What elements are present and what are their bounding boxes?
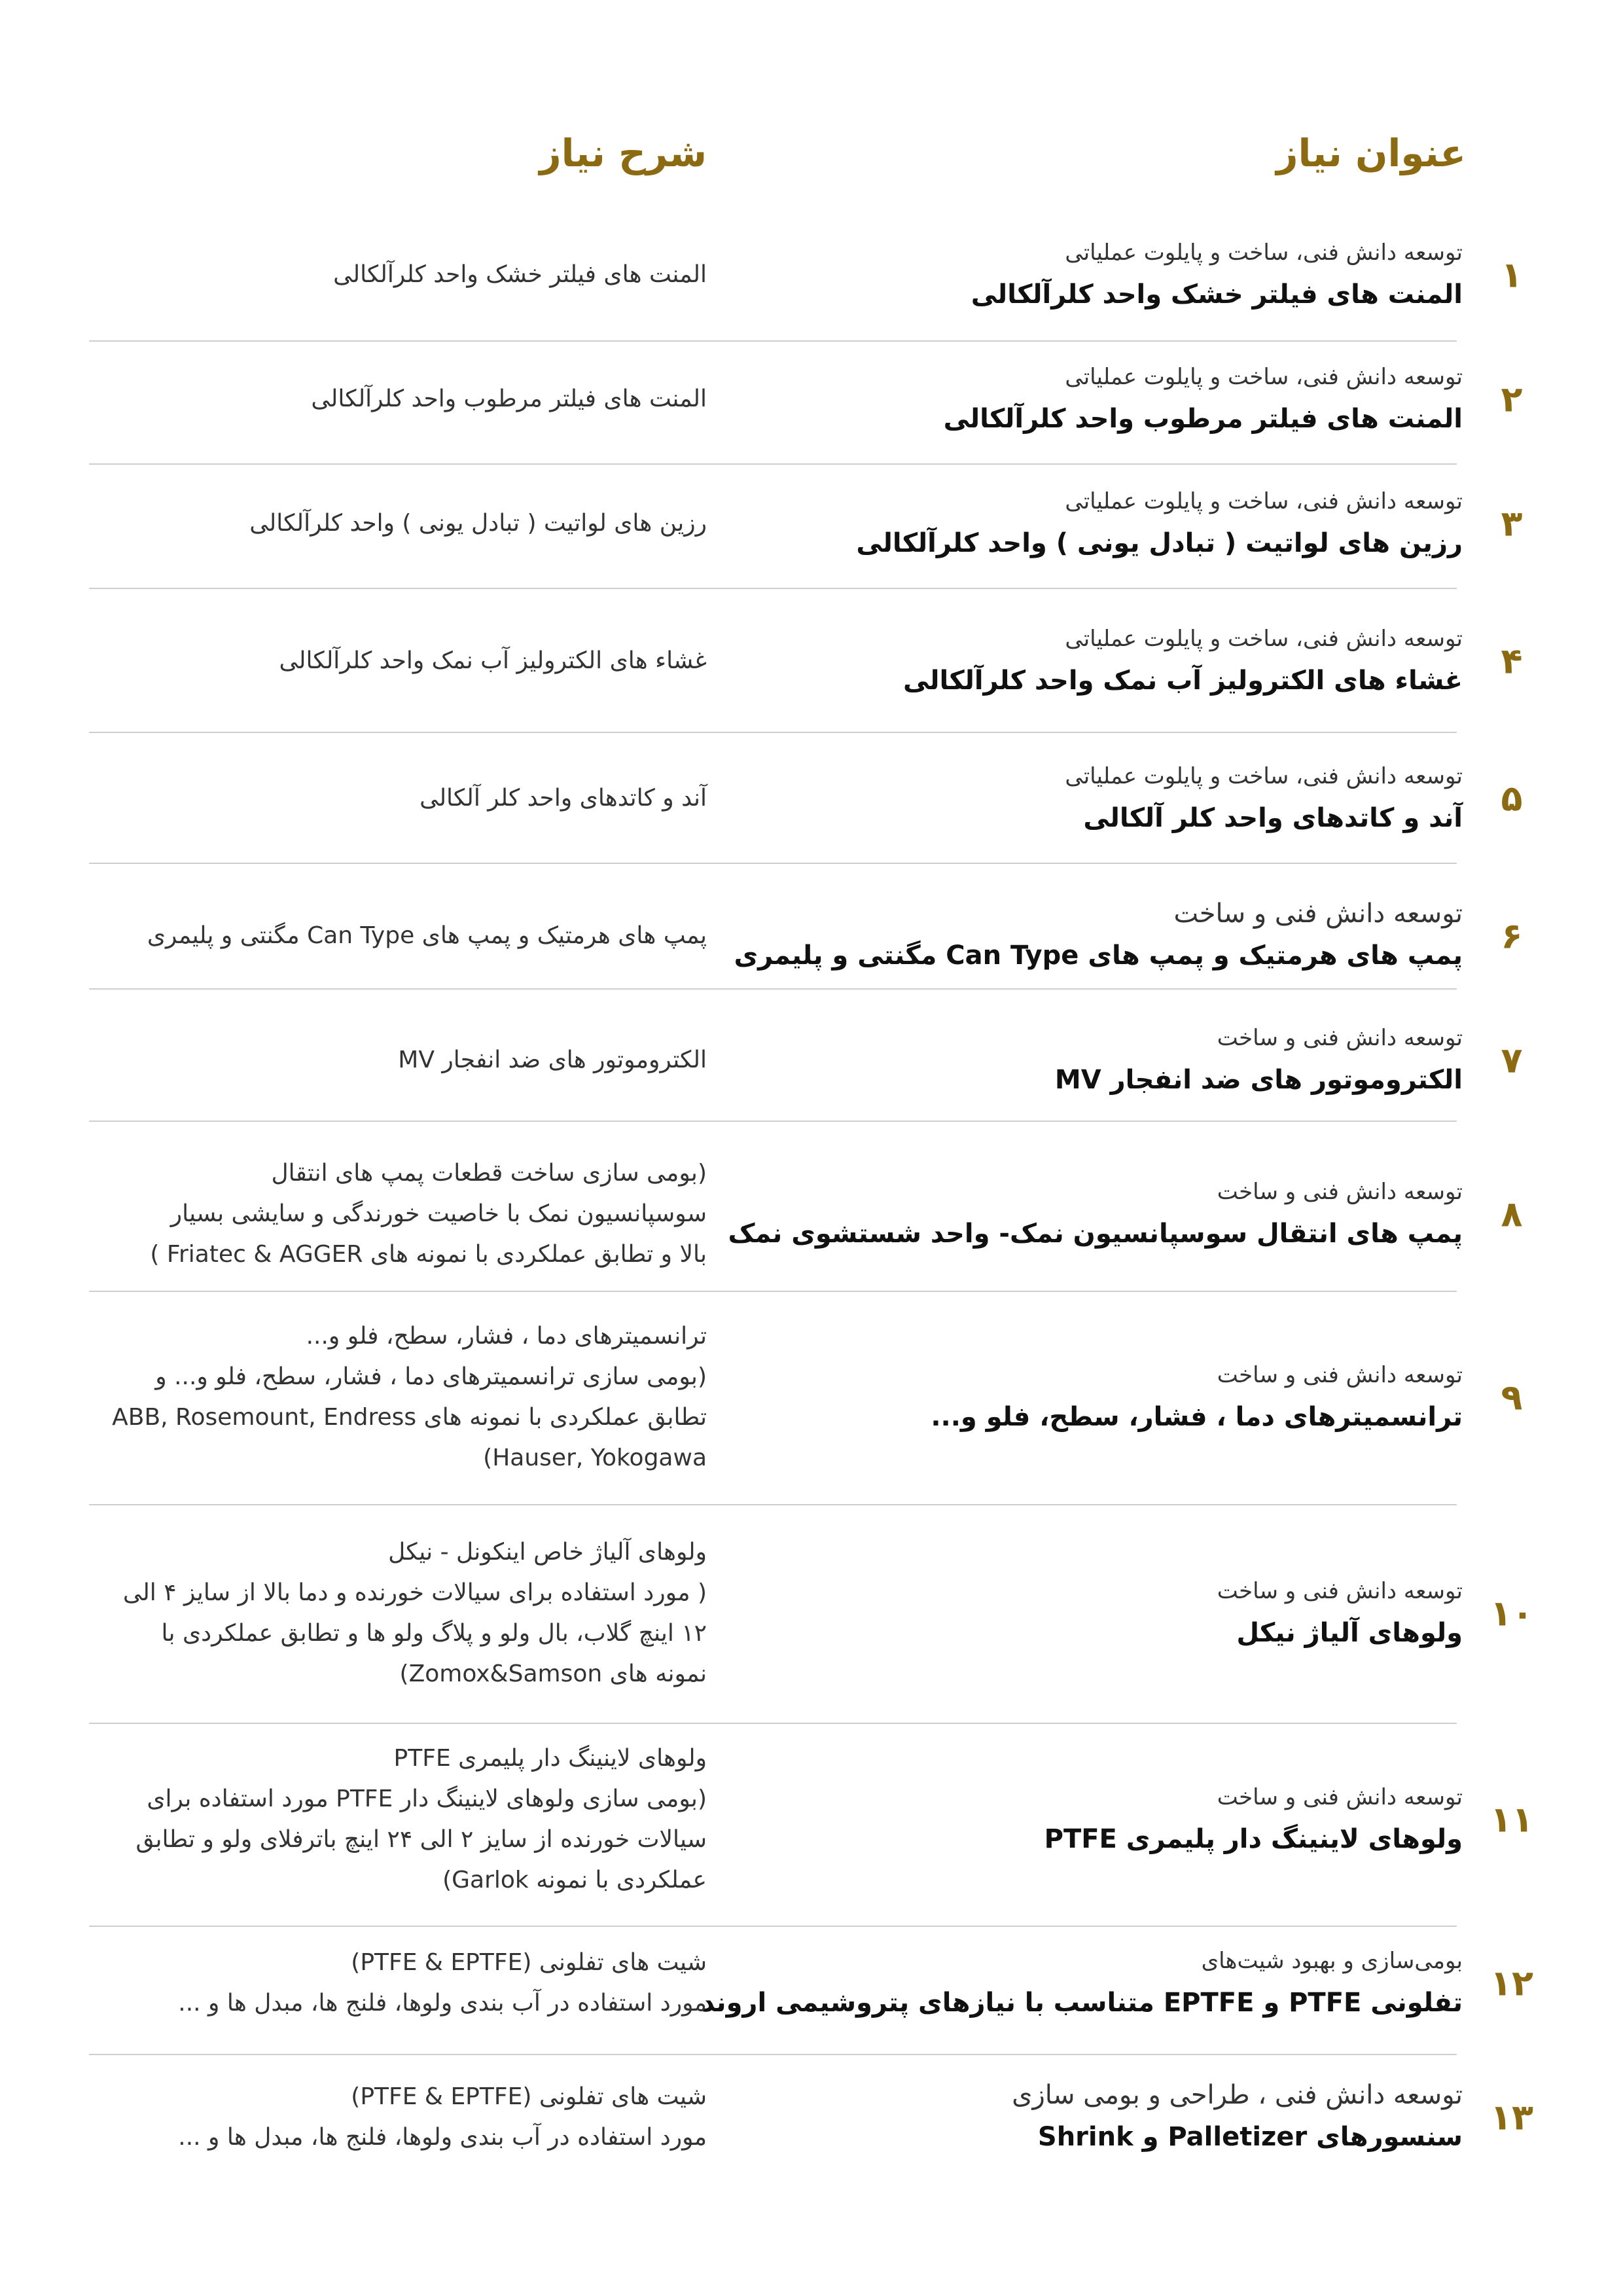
row-description [79, 503, 707, 544]
row-number: ۱۰ [1490, 1592, 1533, 1634]
row-title-subtitle: توسعه دانش فنی و ساخت [1217, 1578, 1463, 1604]
row-description-line: آند و کاتدهای واحد کلر آلکالی [419, 785, 707, 812]
row-description [79, 1040, 707, 1081]
row-number: ۱۳ [1490, 2096, 1533, 2138]
row-number: ۱۱ [1490, 1799, 1533, 1840]
row-description-line: (بومی سازی ولوهای لاینینگ دار PTFE مورد استفاده برای [147, 1785, 707, 1812]
row-description [79, 255, 707, 295]
row-description [79, 641, 707, 681]
row-title [769, 1571, 1463, 1655]
row-divider [89, 463, 1457, 465]
row-number: ۹ [1501, 1376, 1523, 1418]
row-description-line: سیالات خورنده از سایز ۲ الی ۲۴ اینچ باترفلای ولو و تطابق [135, 1826, 707, 1853]
row-description-line: ۱۲ اینچ گلاب، بال ولو و پلاگ ولو ها و تطابق عملکردی با [161, 1620, 707, 1647]
row-title-subtitle: توسعه دانش فنی و ساخت [1217, 1362, 1463, 1388]
row-description-line: ولوهای لاینینگ دار پلیمری PTFE [393, 1745, 707, 1772]
row-title [769, 482, 1463, 565]
row-title-main: ترانسمیترهای دما ، فشار، سطح، فلو و... [931, 1402, 1463, 1432]
row-description [79, 1316, 707, 1479]
row-title-subtitle: بومی‌سازی و بهبود شیت‌های [1201, 1948, 1463, 1974]
row-title-subtitle: توسعه دانش فنی ، طراحی و بومی سازی [1012, 2080, 1463, 2110]
row-title [769, 233, 1463, 317]
row-title [769, 1778, 1463, 1861]
row-description-line: نمونه های Zomox&Samson) [399, 1660, 707, 1687]
row-divider [89, 1291, 1457, 1292]
row-divider [89, 588, 1457, 589]
row-title [769, 1018, 1463, 1102]
row-title [769, 357, 1463, 441]
row-number: ۱۲ [1490, 1962, 1533, 2004]
row-divider [89, 732, 1457, 733]
row-title-subtitle: توسعه دانش فنی و ساخت [1217, 1179, 1463, 1205]
row-title-main: ولوهای لاینینگ دار پلیمری PTFE [1044, 1824, 1463, 1854]
row-description-line: رزین های لواتیت ( تبادل یونی ) واحد کلرآلکالی [249, 510, 707, 537]
row-number: ۸ [1501, 1193, 1523, 1235]
row-description-line: بالا و تطابق عملکردی با نمونه های Friatec & AGGER ) [150, 1241, 707, 1268]
row-description-line: عملکردی با نمونه Garlok) [442, 1867, 707, 1893]
row-title [769, 1355, 1463, 1439]
row-title [769, 2075, 1463, 2159]
row-title-main: ولوهای آلیاژ نیکل [1236, 1618, 1463, 1648]
row-description-line: تطابق عملکردی با نمونه های ABB, Rosemount, Endress [112, 1404, 707, 1431]
row-description [79, 1943, 707, 2024]
row-description [79, 2077, 707, 2158]
row-title-main: رزین های لواتیت ( تبادل یونی ) واحد کلرآلکالی [856, 528, 1463, 558]
row-title-subtitle: توسعه دانش فنی، ساخت و پایلوت عملیاتی [1065, 763, 1463, 789]
row-title-main: پمپ های هرمتیک و پمپ های Can Type مگنتی و پلیمری [734, 941, 1463, 971]
row-divider [89, 1121, 1457, 1122]
row-title-main: تفلونی PTFE و EPTFE متناسب با نیازهای پتروشیمی اروند [701, 1988, 1463, 2018]
row-divider [89, 340, 1457, 342]
row-description-line: Hauser, Yokogawa) [483, 1444, 707, 1471]
row-title-subtitle: توسعه دانش فنی، ساخت و پایلوت عملیاتی [1065, 240, 1463, 266]
row-title-subtitle: توسعه دانش فنی و ساخت [1217, 1025, 1463, 1051]
row-description-line: (بومی سازی ساخت قطعات پمپ های انتقال [271, 1160, 707, 1187]
row-number: ۷ [1501, 1039, 1523, 1081]
row-number: ۳ [1501, 503, 1523, 545]
row-divider [89, 2054, 1457, 2055]
row-title-subtitle: توسعه دانش فنی، ساخت و پایلوت عملیاتی [1065, 626, 1463, 652]
row-description [79, 1738, 707, 1901]
row-title [769, 757, 1463, 840]
row-title-main: غشاء های الکترولیز آب نمک واحد کلرآلکالی [903, 666, 1463, 696]
row-divider [89, 1504, 1457, 1505]
row-description [79, 1153, 707, 1275]
row-divider [89, 1723, 1457, 1724]
row-title-subtitle: توسعه دانش فنی، ساخت و پایلوت عملیاتی [1065, 488, 1463, 514]
row-title-subtitle: توسعه دانش فنی، ساخت و پایلوت عملیاتی [1065, 364, 1463, 390]
row-description-line: (بومی سازی ترانسمیترهای دما ، فشار، سطح، فلو و... و [155, 1363, 707, 1390]
row-description [79, 916, 707, 956]
row-title-main: المنت های فیلتر مرطوب واحد کلرآلکالی [943, 404, 1463, 434]
row-title-main: پمپ های انتقال سوسپانسیون نمک- واحد شستشوی نمک [728, 1219, 1463, 1249]
row-number: ۲ [1501, 378, 1523, 420]
row-title-subtitle: توسعه دانش فنی و ساخت [1217, 1784, 1463, 1810]
row-number: ۴ [1501, 640, 1523, 682]
header-description-column: شرح نیاز [539, 131, 707, 175]
row-divider [89, 1926, 1457, 1927]
row-description-line: ترانسمیترهای دما ، فشار، سطح، فلو و... [306, 1323, 707, 1350]
row-divider [89, 863, 1457, 864]
row-divider [89, 988, 1457, 990]
row-title [728, 1172, 1463, 1256]
row-title [769, 619, 1463, 703]
row-title-subtitle: توسعه دانش فنی و ساخت [1173, 899, 1463, 929]
row-description-line: مورد استفاده در آب بندی ولوها، فلنج ها، مبدل ها و ... [178, 2124, 707, 2151]
row-title [734, 894, 1463, 978]
row-title-main: الکتروموتور های ضد انفجار MV [1054, 1065, 1463, 1095]
row-description [79, 379, 707, 420]
row-title [701, 1941, 1463, 2025]
row-number: ۵ [1501, 778, 1523, 819]
header-title-column: عنوان نیاز [1276, 131, 1466, 175]
row-description-line: ولوهای آلیاژ خاص اینکونل - نیکل [388, 1539, 707, 1566]
row-description-line: پمپ های هرمتیک و پمپ های Can Type مگنتی و پلیمری [147, 922, 707, 949]
row-title-main: آند و کاتدهای واحد کلر آلکالی [1083, 803, 1463, 833]
row-description [79, 778, 707, 819]
row-description-line: المنت های فیلتر خشک واحد کلرآلکالی [333, 261, 707, 288]
row-description-line: الکتروموتور های ضد انفجار MV [398, 1047, 707, 1073]
row-description-line: سوسپانسیون نمک با خاصیت خورندگی و سایشی بسیار [170, 1200, 707, 1227]
row-description-line: شیت های تفلونی (PTFE & EPTFE) [351, 2083, 707, 2110]
row-number: ۶ [1501, 915, 1523, 957]
row-description-line: مورد استفاده در آب بندی ولوها، فلنج ها، مبدل ها و ... [178, 1990, 707, 2017]
row-title-main: المنت های فیلتر خشک واحد کلرآلکالی [971, 279, 1463, 310]
row-description-line: ( مورد استفاده برای سیالات خورنده و دما بالا از سایز ۴ الی [122, 1579, 707, 1606]
row-description-line: شیت های تفلونی (PTFE & EPTFE) [351, 1949, 707, 1976]
row-description-line: المنت های فیلتر مرطوب واحد کلرآلکالی [311, 386, 707, 412]
row-title-main: سنسورهای Palletizer و Shrink [1037, 2122, 1463, 2152]
row-description [79, 1532, 707, 1695]
row-description-line: غشاء های الکترولیز آب نمک واحد کلرآلکالی [279, 647, 707, 674]
row-number: ۱ [1501, 254, 1523, 296]
